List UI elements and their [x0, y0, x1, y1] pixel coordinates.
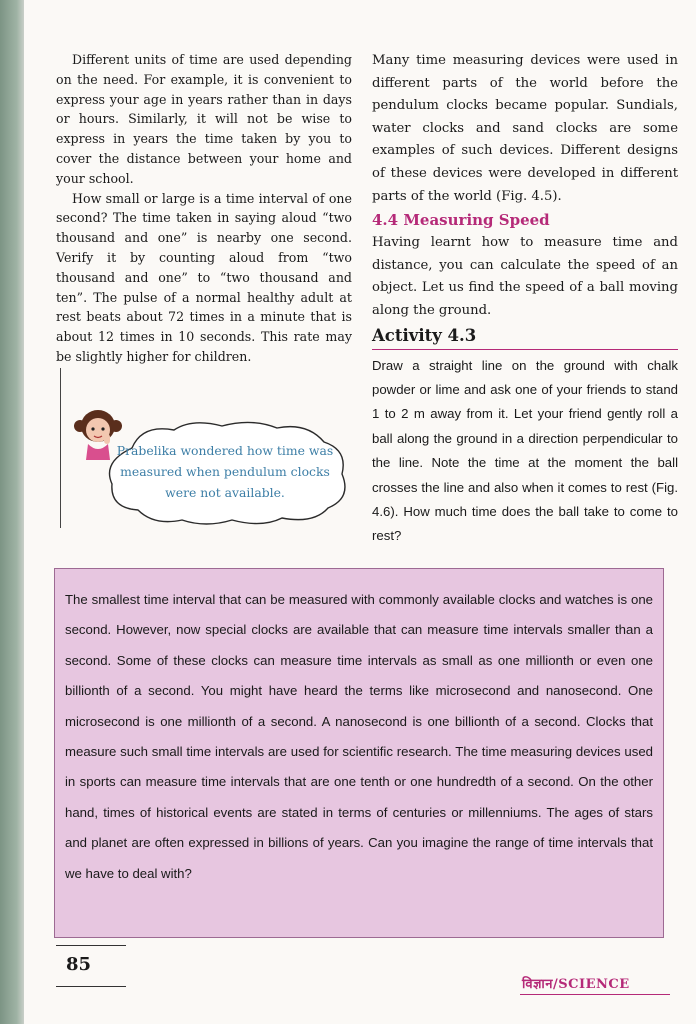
- cartoon-caption: Prabelika wondered how time was measured when pendulum clocks were not available.: [116, 443, 334, 500]
- activity-text: Draw a straight line on the ground with chalk powder or lime and ask one of your friends to stand 1 to 2 m away from it. Let your friend gently roll a ball along the ground in a direction perpendicular to the line. Note the time at the moment the ball crosses the line and also when it comes to rest (Fig. 4.6). How much time does the ball take to come to rest?: [372, 357, 678, 544]
- footer-rule-bottom: [56, 986, 126, 987]
- section-heading: 4.4 Measuring Speed: [372, 211, 550, 230]
- left-column: [56, 50, 352, 367]
- footer-rule-top: [56, 945, 126, 946]
- info-box-text: The smallest time interval that can be measured with commonly available clocks and watches is one second. However, now special clocks are available that can measure time intervals smaller than a second. Some of these clocks can measure time intervals as small as one millionth or even one billionth of a second. You might have heard the terms like microsecond and nanosecond. One microsecond is one millionth of a second. A nanosecond is one billionth of a second. Clocks that measure such small time intervals are used for scientific research. The time measuring devices used in sports can measure time intervals that are one tenth or one hundredth of a second. On the other hand, times of historical events are stated in terms of centuries or millenniums. The ages of stars and planet are often expressed in billions of years. Can you imagine the range of time intervals that we have to deal with?: [65, 592, 653, 881]
- book-spine: [0, 0, 24, 1024]
- page-number: 85: [66, 954, 92, 975]
- right-paragraph-2: Having learnt how to measure time and distance, you can calculate the speed of an object. Let us find the speed of a ball moving along the ground.: [372, 235, 678, 318]
- left-paragraph-1: Different units of time are used depending on the need. For example, it is convenient to express your age in years rather than in days or hours. Similarly, it will not be wise to express in years the time taken by you to cover the distance between your home and your school.: [56, 52, 352, 186]
- footer-title-rule: [520, 994, 670, 995]
- right-column: [372, 50, 678, 549]
- activity-heading: Activity 4.3: [372, 325, 678, 350]
- left-paragraph-2: How small or large is a time interval of one second? The time taken in saying aloud “two thousand and one” is nearby one second. Verify it by counting aloud from “two thousand and one” to “two thousand and ten”. The pulse of a normal healthy adult at rest beats about 72 times in a minute that is about 12 times in 10 seconds. This rate may be slightly higher for children.: [56, 190, 352, 364]
- cartoon-divider: [60, 368, 61, 528]
- footer-title: विज्ञान/SCIENCE: [522, 977, 630, 992]
- info-box: [54, 568, 664, 938]
- right-paragraph-1: Many time measuring devices were used in different parts of the world before the pendulum clocks became popular. Sundials, water clocks and sand clocks are some examples of such devices. Different designs of these devices were developed in different parts of the world (Fig. 4.5).: [372, 53, 678, 204]
